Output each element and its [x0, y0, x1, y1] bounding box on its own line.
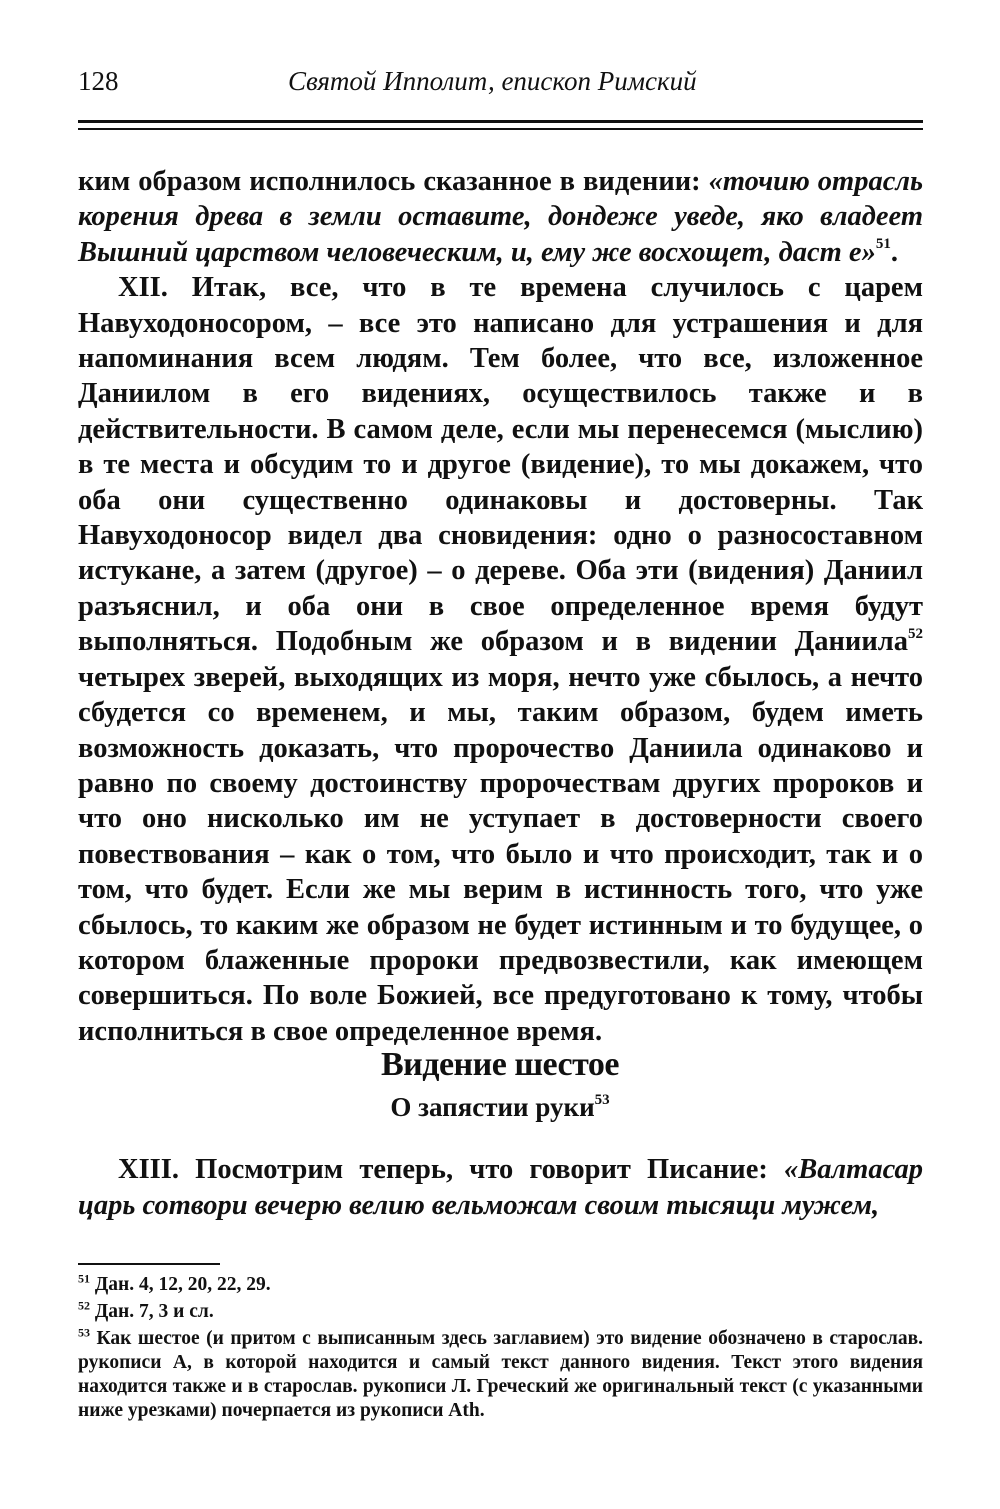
- header-rule-thin: [78, 128, 923, 130]
- footnote-51-text: Дан. 4, 12, 20, 22, 29.: [94, 1274, 271, 1295]
- para2-part2: четырех зверей, выходящих из моря, нечто уже сбылось, а нечто сбудется со временем, и мы, таким образом, будем иметь возможность доказать, что пророчество Даниила одинаково и равно по своему достоинству пророчествам других пророков и что оно нисколько им не уступает в достоверности своего повествования – как о том, что было и что происходит, так и о том, что будет. Если же мы верим в истинность того, что уже сбылось, то каким же образом не будет истинным и то будущее, о котором блаженные пророки предвозвестили, как имеющем совершиться. По воле Божией, все предуготовано к тому, чтобы исполниться в свое определенное время.: [78, 661, 923, 1047]
- footnote-53-mark: 53: [78, 1325, 90, 1340]
- running-title: Святой Ипполит, епископ Римский: [288, 66, 697, 96]
- footnote-52-text: Дан. 7, 3 и сл.: [94, 1301, 214, 1322]
- main-text: [78, 164, 923, 1049]
- main-text-continued: [78, 1152, 923, 1224]
- footnotes: [78, 1273, 923, 1426]
- footnote-52-mark: 52: [78, 1298, 90, 1313]
- page-header: [78, 66, 923, 110]
- footnote-53: [78, 1327, 923, 1423]
- footnote-51: [78, 1273, 923, 1297]
- para3-lead: XIII. Посмотрим теперь, что говорит Писание:: [118, 1154, 785, 1185]
- footnote-52: [78, 1300, 923, 1324]
- footnote-ref-53: 53: [594, 1092, 610, 1108]
- paragraph-xiii: [78, 1152, 923, 1224]
- footnote-ref-52: 52: [908, 625, 923, 642]
- para1-lead: ким образом исполнилось сказанное в видении:: [78, 166, 709, 197]
- page-number: 128: [78, 66, 119, 96]
- footnote-ref-51: 51: [875, 236, 891, 253]
- footnote-rule: [78, 1263, 220, 1265]
- section-subheading: [0, 1092, 1000, 1123]
- paragraph-continuation: [78, 164, 923, 270]
- para1-tail: .: [890, 236, 898, 268]
- para2-part1: XII. Итак, все, что в те времена случилось с царем Навуходоносором, – все это написано для устрашения и для напоминания всем людям. Тем более, что все, изложенное Даниилом в его видениях, осуществилось также и в действительности. В самом деле, если мы перенесемся (мыслию) в те места и обсудим то и другое (видение), то мы докажем, что оба они существенно одинаковы и достоверны. Так Навуходоносор видел два сновидения: одно о разносоставном истукане, а затем (другое) – о дереве. Оба эти (видения) Даниил разъяснил, и оба они в свое определенное время будут выполняться. Подобным же образом и в видении Даниила: [78, 272, 923, 658]
- footnote-51-mark: 51: [78, 1271, 90, 1286]
- paragraph-xii: [78, 270, 923, 1049]
- footnote-53-text: Как шестое (и притом с выписанным здесь заглавием) это видение обозначено в старослав. рукописи А, в которой находится и самый текст данного видения. Текст этого видения находится также и в старослав. рукописи Л. Греческий же оригинальный текст (с указанными ниже урезками) почерпается из рукописи Ath.: [78, 1328, 923, 1421]
- subheading-text: О запястии руки: [390, 1092, 595, 1122]
- para3-quote: «Валтасар царь сотвори вечерю велию вельможам своим тысящи мужем,: [78, 1154, 923, 1221]
- header-rule-thick: [78, 120, 923, 123]
- section-heading: Видение шестое: [381, 1046, 619, 1083]
- para1-quote: «точию отрасль корения древа в земли оставите, дондеже уведе, яко владеет Вышний царством человеческим, и, ему же восхощет, даст е»: [78, 166, 924, 268]
